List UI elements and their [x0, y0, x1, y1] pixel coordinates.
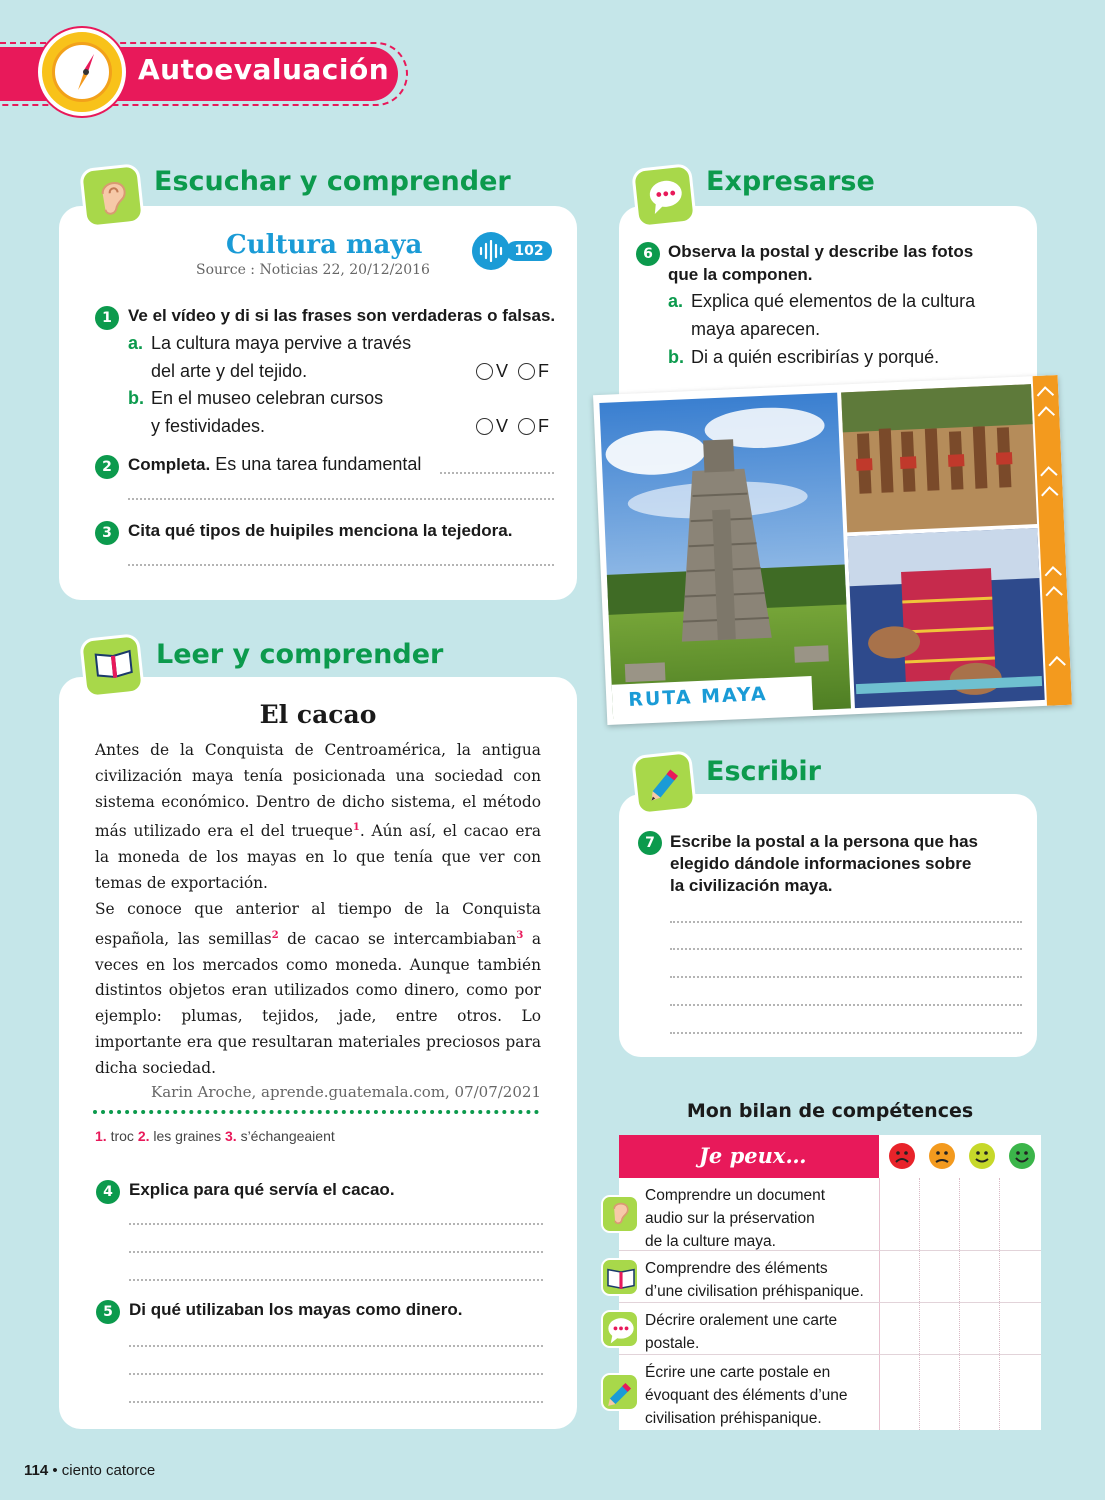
- reading-title: El cacao: [259, 700, 377, 729]
- question-number: 2: [95, 455, 119, 479]
- audio-track-number: 102: [506, 241, 552, 261]
- happy-face-icon: [1008, 1142, 1036, 1170]
- answer-line[interactable]: [670, 1004, 1022, 1006]
- pencil-icon: [601, 1373, 639, 1411]
- item-a-text: La cultura maya pervive a través: [151, 333, 412, 353]
- book-icon: [601, 1258, 639, 1296]
- question-number: 4: [96, 1180, 120, 1204]
- audio-track-badge[interactable]: [472, 232, 554, 270]
- answer-line[interactable]: [128, 564, 554, 566]
- answer-line[interactable]: [128, 498, 554, 500]
- bilan-title: Mon bilan de compétences: [686, 1100, 974, 1122]
- answer-line[interactable]: [129, 1345, 543, 1347]
- question-4: Explica para qué servía el cacao.: [129, 1180, 395, 1199]
- question-number: 6: [636, 242, 660, 266]
- question-6: que la componen.: [668, 265, 813, 284]
- separator: [93, 1110, 539, 1114]
- audio-wave-icon: [478, 240, 504, 262]
- table-header: Je peux…: [619, 1135, 879, 1178]
- sad-face-icon: [888, 1142, 916, 1170]
- answer-line[interactable]: [670, 921, 1022, 923]
- question-2: Completa. Es una tarea fundamental: [128, 454, 422, 474]
- question-number: 5: [96, 1300, 120, 1324]
- item-b-text: En el museo celebran cursos: [151, 388, 384, 408]
- table-row: [619, 1303, 1041, 1355]
- radio-true[interactable]: [476, 418, 493, 435]
- page-footer: 114 • ciento catorce: [24, 1462, 156, 1479]
- glossary: 1. troc 2. les graines 3. s’échangeaient: [95, 1128, 335, 1144]
- worried-face-icon: [928, 1142, 956, 1170]
- question-6: Observa la postal y describe las fotos: [668, 242, 974, 261]
- radio-false[interactable]: [518, 418, 535, 435]
- item-a-text: del arte y del tejido.: [151, 361, 308, 381]
- item-letter: b.: [668, 347, 684, 367]
- answer-line[interactable]: [129, 1373, 543, 1375]
- competence-table: [619, 1135, 1041, 1430]
- item-a-text: maya aparecen.: [691, 319, 821, 339]
- radio-true[interactable]: [476, 363, 493, 380]
- pencil-icon: [631, 750, 697, 816]
- competence-text: Décrire oralement une carte postale.: [645, 1312, 838, 1352]
- ear-icon: [601, 1195, 639, 1233]
- question-5: Di qué utilizaban los mayas como dinero.: [129, 1300, 463, 1319]
- question-7: Escribe la postal a la persona que has: [670, 832, 979, 851]
- answer-line[interactable]: [440, 472, 554, 474]
- table-row: [619, 1355, 1041, 1430]
- page-number: 114: [24, 1462, 49, 1479]
- section-title-expresarse: Expresarse: [706, 166, 875, 197]
- book-icon: [79, 633, 145, 699]
- question-3: Cita qué tipos de huipiles menciona la tejedora.: [128, 521, 513, 540]
- answer-line[interactable]: [129, 1251, 543, 1253]
- true-false-choice[interactable]: V F: [476, 361, 549, 382]
- table-row: [619, 1178, 1041, 1251]
- section-title-escuchar: Escuchar y comprender: [154, 166, 511, 197]
- ear-icon: [79, 163, 145, 229]
- question-number: 1: [95, 306, 119, 330]
- item-a-text: Explica qué elementos de la cultura: [691, 291, 976, 311]
- item-b-text: y festividades.: [151, 416, 266, 436]
- audio-doc-title: Cultura maya: [226, 230, 423, 260]
- section-title-leer: Leer y comprender: [156, 639, 444, 670]
- reading-text: Antes de la Conquista de Centroamérica, la antigua civilización maya tenía posicionada una sociedad con sistema económico. Dentro de dicho sistema, el método más utilizado era el del trueque$^1$. Aún así, el cacao era la moneda de los mayas en lo que tenía que ver con temas de exportación. Se conoce que anterior al tiempo de la Conquista española, las semillas$^2$ de cacao se intercambiaban$^3$ a veces en los mercados como moneda. Aunque también distintos objetos eran utilizados como dinero, como por ejemplo: plumas, tejidos, jade, entre otros. Lo importante era que resultaran materiales preciosos para dicha sociedad.: [95, 741, 541, 1077]
- smile-face-icon: [968, 1142, 996, 1170]
- answer-line[interactable]: [129, 1223, 543, 1225]
- compass-icon: [38, 28, 126, 116]
- postcard-label: RUTA MAYA: [627, 682, 769, 712]
- answer-line[interactable]: [670, 1032, 1022, 1034]
- question-1: Ve el vídeo y di si las frases son verdaderas o falsas.: [128, 306, 556, 325]
- page-title: Autoevaluación: [138, 53, 390, 86]
- answer-line[interactable]: [129, 1401, 543, 1403]
- page-number-words: ciento catorce: [61, 1462, 156, 1479]
- item-letter: a.: [128, 333, 144, 353]
- postcard-image: [593, 375, 1072, 725]
- true-false-choice[interactable]: V F: [476, 416, 549, 437]
- answer-line[interactable]: [670, 948, 1022, 950]
- item-b-text: Di a quién escribirías y porqué.: [691, 347, 940, 367]
- section-title-escribir: Escribir: [706, 756, 821, 787]
- competence-text: Écrire une carte postale en évoquant des éléments d’une civilisation préhispanique.: [645, 1364, 848, 1427]
- speech-bubble-icon: [631, 163, 697, 229]
- answer-line[interactable]: [129, 1279, 543, 1281]
- question-7: la civilización maya.: [670, 876, 833, 895]
- table-row: [619, 1251, 1041, 1303]
- faces-header: [879, 1135, 1041, 1178]
- item-letter: b.: [128, 388, 144, 408]
- answer-line[interactable]: [670, 976, 1022, 978]
- item-letter: a.: [668, 291, 684, 311]
- question-7: elegido dándole informaciones sobre: [670, 854, 972, 873]
- radio-false[interactable]: [518, 363, 535, 380]
- reading-attribution: Karin Aroche, aprende.guatemala.com, 07/07/2021: [151, 1083, 541, 1101]
- speech-bubble-icon: [601, 1310, 639, 1348]
- competence-text: Comprendre un document audio sur la préservation de la culture maya.: [645, 1187, 826, 1250]
- audio-source: Source : Noticias 22, 20/12/2016: [196, 262, 430, 278]
- question-number: 7: [638, 831, 662, 855]
- competence-text: Comprendre des éléments d’une civilisation préhispanique.: [645, 1260, 864, 1300]
- question-number: 3: [95, 521, 119, 545]
